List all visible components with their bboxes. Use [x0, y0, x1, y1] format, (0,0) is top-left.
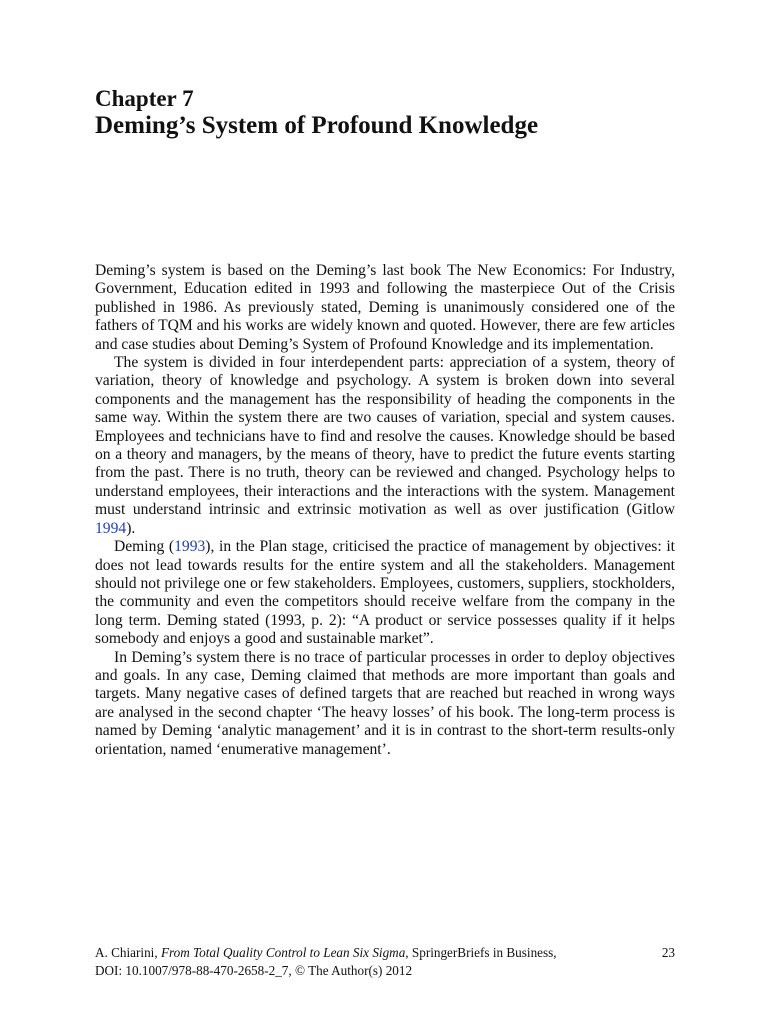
citation-link-deming-1993[interactable]: 1993	[174, 538, 206, 556]
paragraph-2-text: The system is divided in four interdependent parts: appreciation of a system, theory of variation, theory of knowledge and psychology. A system is broken down into several components and the management has the responsibility of heading the components in the same way. Within the system there are two causes of variation, special and system causes. Employees and technicians have to find and resolve the causes. Knowledge should be based on a theory and managers, by the means of theory, have to predict the future events starting from the past. There is no truth, theory can be reviewed and changed. Psychology helps to understand employees, their interactions and the interactions with the system. Management must understand intrinsic and extrinsic motivation as well as over justification (Gitlow	[95, 354, 675, 519]
chapter-title: Deming’s System of Profound Knowledge	[95, 112, 539, 139]
paragraph-3-start: Deming (	[114, 538, 175, 556]
footer-series: , SpringerBriefs in Business,	[405, 945, 557, 960]
footer-doi: DOI: 10.1007/978-88-470-2658-2_7, © The Author(s) 2012	[95, 962, 413, 978]
footer-author: A. Chiarini,	[95, 945, 161, 960]
paragraph-4: In Deming’s system there is no trace of particular processes in order to deploy objectives and goals. In any case, Deming claimed that methods are more important than goals and targets. Many negative cases of defined targets that are reached but reached in wrong ways are analysed in the second chapter ‘The heavy losses’ of his book. The long-term process is named by Deming ‘analytic management’ and it is in contrast to the short-term results-only orientation, named ‘enumerative management’.	[95, 648, 675, 758]
citation-link-gitlow-1994[interactable]: 1994	[95, 519, 127, 537]
paragraph-3-text: ), in the Plan stage, criticised the practice of management by objectives: it does not lead towards results for the entire system and all the stakeholders. Management should not privilege one or few stakeholders. Employees, customers, suppliers, stockholders, the community and even the competitors should receive welfare from the company in the long term. Deming stated (1993, p. 2): “A product or service possesses quality if it helps somebody and enjoys a good and sustainable market”.	[95, 538, 675, 648]
footer-book-title: From Total Quality Control to Lean Six Sigma	[160, 945, 406, 960]
paragraph-2-end: ).	[126, 519, 136, 537]
footer-citation-line	[95, 944, 675, 962]
paragraph-2	[95, 354, 675, 538]
chapter-number: Chapter 7	[95, 86, 194, 111]
paragraph-1: Deming’s system is based on the Deming’s last book The New Economics: For Industry, Government, Education edited in 1993 and following the masterpiece Out of the Crisis published in 1986. As previously stated, Deming is unanimously considered one of the fathers of TQM and his works are widely known and quoted. However, there are few articles and case studies about Deming’s System of Profound Knowledge and its implementation.	[95, 262, 675, 353]
paragraph-3	[95, 538, 675, 648]
page-number: 23	[661, 945, 675, 960]
body-text	[95, 262, 675, 759]
page-footer	[95, 944, 675, 979]
